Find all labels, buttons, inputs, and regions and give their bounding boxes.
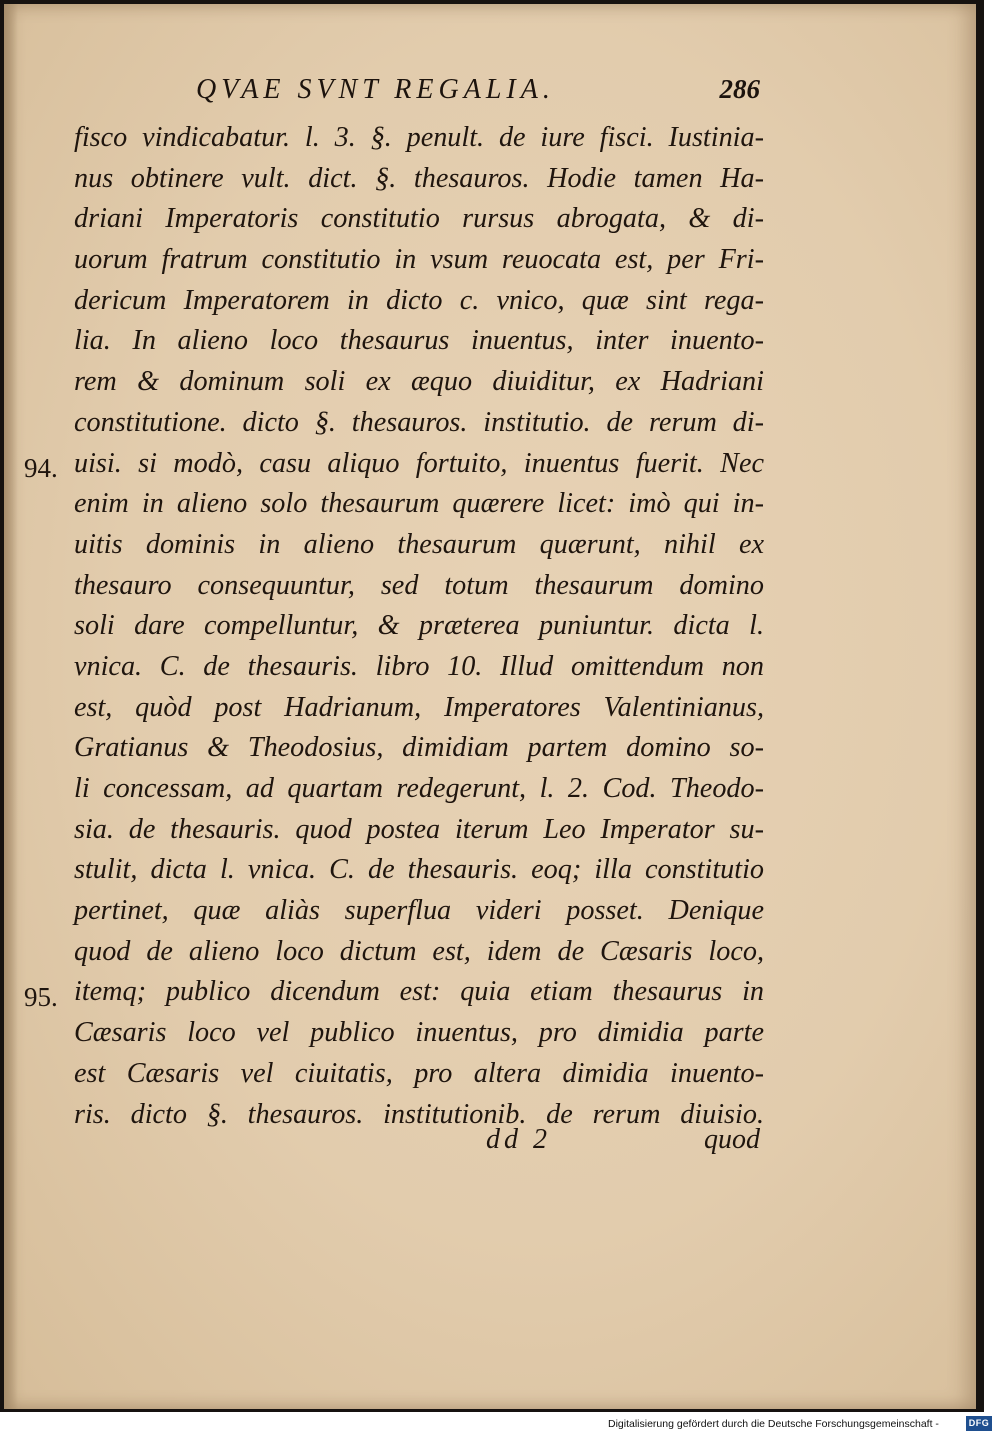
gutter-shadow (4, 4, 18, 1409)
text-line: Cæsaris loco vel publico inuentus, pro dimidia parte (74, 1017, 764, 1049)
text-line: pertinet, quæ aliàs superflua videri posset. Denique (74, 895, 764, 927)
dfg-logo: DFG (966, 1416, 992, 1431)
text-block (74, 118, 764, 1135)
text-line: soli dare compelluntur, & præterea puniuntur. dicta l. (74, 610, 764, 642)
signature-mark: dd 2 (486, 1124, 551, 1155)
text-line: uitis dominis in alieno thesaurum quærunt, nihil ex (74, 528, 764, 560)
running-title: QVAE SVNT REGALIA. (196, 74, 555, 105)
text-line: rem & dominum soli ex æquo diuiditur, ex Hadriani (74, 366, 764, 398)
text-line: thesauro consequuntur, sed totum thesaurum domino (74, 569, 764, 601)
text-line: ris. dicto §. thesauros. institutionib. de rerum diuisio. (74, 1098, 764, 1130)
text-line: driani Imperatoris constitutio rursus abrogata, & di- (74, 203, 764, 235)
text-line: vnica. C. de thesauris. libro 10. Illud omittendum non (74, 650, 764, 682)
running-head (196, 74, 760, 118)
text-line: li concessam, ad quartam redegerunt, l. 2. Cod. Theodo- (74, 773, 764, 804)
text-line: sia. de thesauris. quod postea iterum Leo Imperator su- (74, 813, 764, 845)
digitization-credit: Digitalisierung gefördert durch die Deutsche Forschungsgemeinschaft - (608, 1418, 939, 1430)
text-line: enim in alieno solo thesaurum quærere licet: imò qui in- (74, 488, 764, 520)
text-line: constitutione. dicto §. thesauros. institutio. de rerum di- (74, 406, 764, 438)
text-line: est, quòd post Hadrianum, Imperatores Valentinianus, (74, 691, 764, 723)
text-line: stulit, dicta l. vnica. C. de thesauris. eoq; illa constitutio (74, 854, 764, 886)
text-line: uorum fratrum constitutio in vsum reuocata est, per Fri- (74, 244, 764, 276)
margin-paragraph-number: 95. (24, 981, 58, 1012)
text-line: Gratianus & Theodosius, dimidiam partem domino so- (74, 732, 764, 764)
text-line: uisi. si modò, casu aliquo fortuito, inuentus fuerit. Nec (74, 447, 764, 479)
signature-line (74, 1124, 764, 1164)
text-line: nus obtinere vult. dict. §. thesauros. Hodie tamen Ha- (74, 162, 764, 194)
text-line: itemq; publico dicendum est: quia etiam thesaurus in (74, 976, 764, 1008)
catchword: quod (704, 1124, 760, 1155)
page-number: 286 (719, 74, 760, 104)
text-line: lia. In alieno loco thesaurus inuentus, inter inuento- (74, 325, 764, 357)
text-line: quod de alieno loco dictum est, idem de Cæsaris loco, (74, 935, 764, 967)
text-line: est Cæsaris vel ciuitatis, pro altera dimidia inuento- (74, 1057, 764, 1089)
text-line: fisco vindicabatur. l. 3. §. penult. de iure fisci. Iustinia- (74, 122, 764, 153)
margin-paragraph-number: 94. (24, 452, 58, 483)
text-line: dericum Imperatorem in dicto c. vnico, quæ sint rega- (74, 284, 764, 316)
